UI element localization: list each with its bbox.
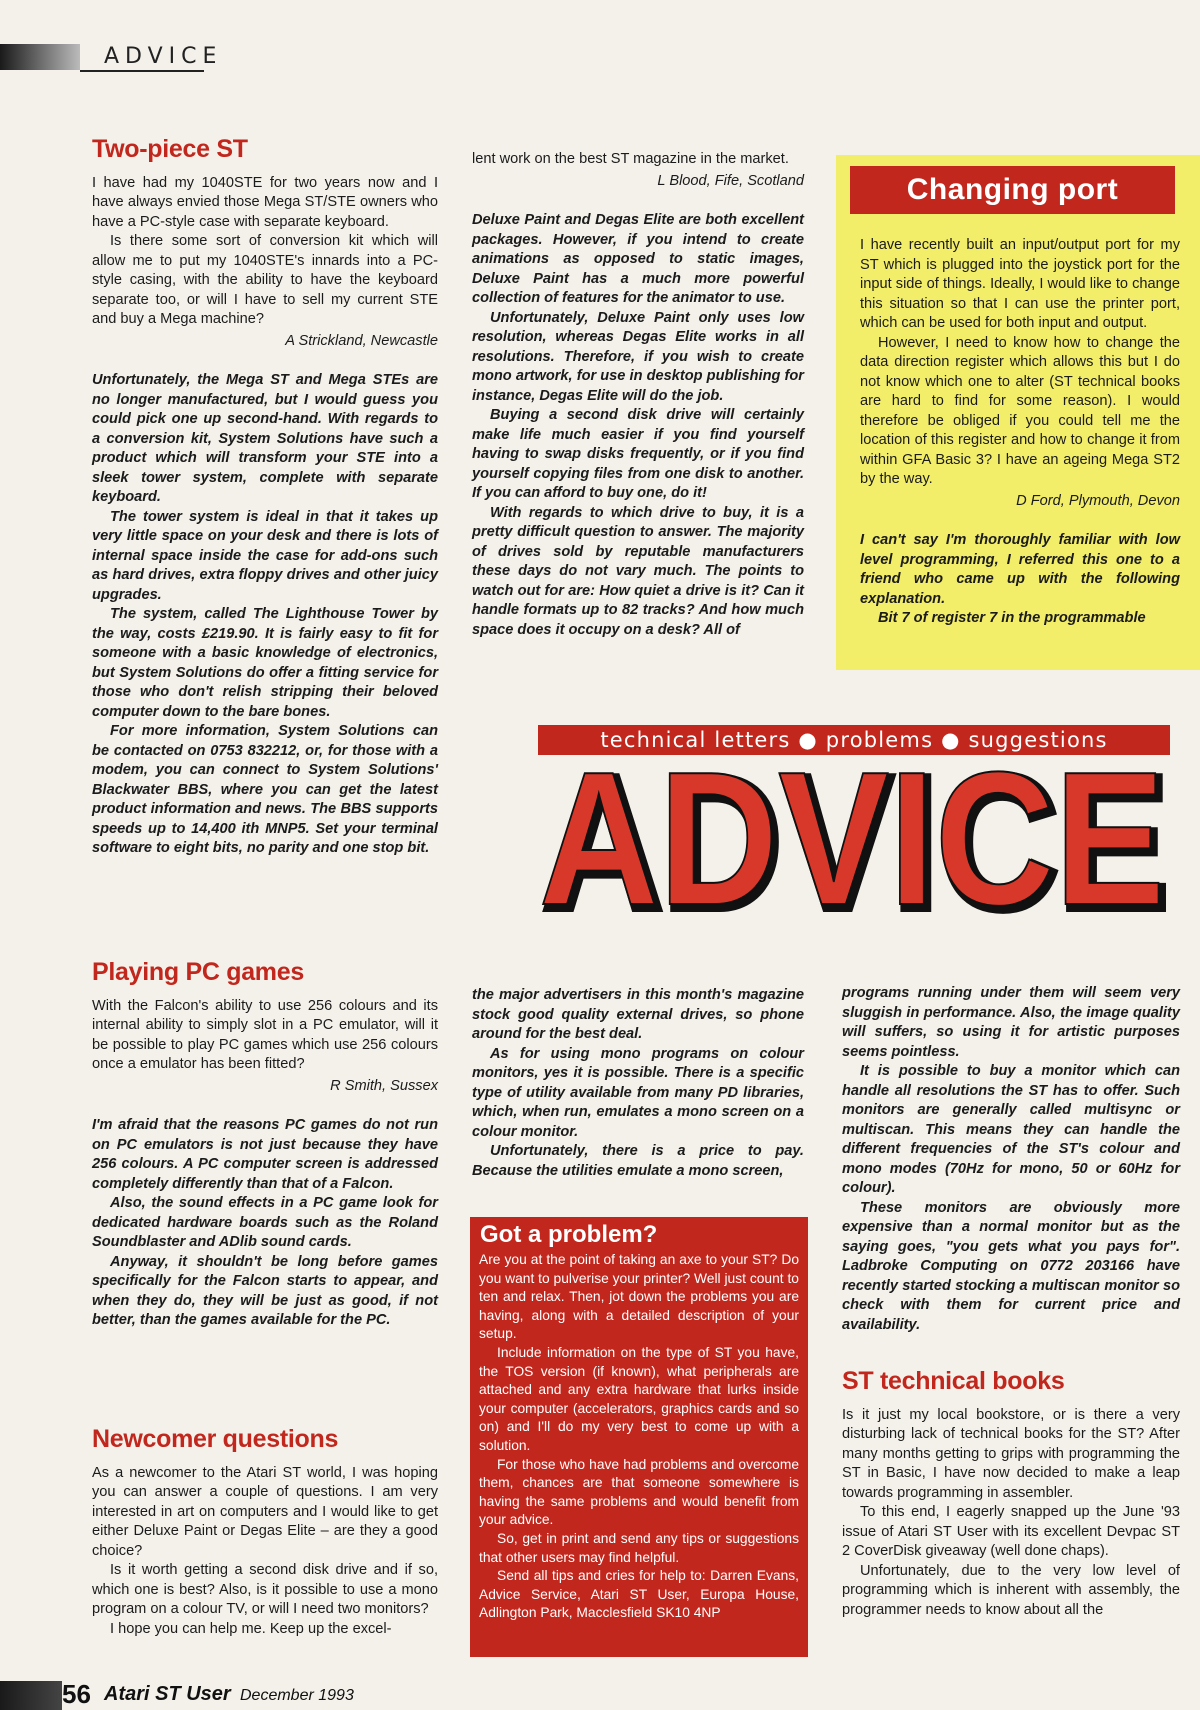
reply-para: As for using mono programs on colour monitors, yes it is possible. There is a specific type of utility available from many PD libraries, which, when run, emulates a mono screen on a colour monitor.	[472, 1045, 804, 1140]
reply-para: Bit 7 of register 7 in the programmable	[878, 610, 1146, 626]
header-rule	[80, 70, 204, 72]
section-header: ADVICE	[104, 44, 223, 69]
column-3	[860, 236, 1180, 629]
letter-para: With the Falcon's ability to use 256 colours and its internal ability to simply slot in a PC emulator, will it be possible to play PC games which use 256 colours once a emulator has been fitted?	[92, 997, 438, 1072]
reply-para: The tower system is ideal in that it takes up very little space on your desk and there is lots of internal space inside the case for add-ons such as hard drives, extra floppy drives and other juicy upgrades.	[92, 508, 438, 603]
page-number: 56	[62, 1679, 91, 1709]
column-3-bottom	[842, 1367, 1180, 1620]
issue-date: December 1993	[240, 1687, 354, 1704]
reply-para: Deluxe Paint and Degas Elite are both excellent packages. However, if you intend to create animations as opposed to static images, Deluxe Paint has a much more powerful collection of features for the animator to use.	[472, 212, 804, 306]
reply-para: the major advertisers in this month's magazine stock good quality external drives, so phone around for the best deal.	[472, 987, 804, 1042]
reply-block	[92, 1116, 438, 1331]
reply-para: For more information, System Solutions can be contacted on 0753 832212, or, for those with a modem, you can connect to System Solutions' Blackwater BBS, where you can get the latest product information and news. The BBS supports speeds up to 14,400 ith MNP5. Set your terminal software to eight bits, no parity and one stop bit.	[92, 723, 438, 856]
advice-logo	[536, 752, 1176, 922]
reply-para: Unfortunately, there is a price to pay. Because the utilities emulate a mono screen,	[472, 1143, 804, 1179]
box-para: Are you at the point of taking an axe to your ST? Do you want to pulverise your printer? Well just count to ten and relax. Then, jot down the problems you are having, along with a detailed description of your setup.	[479, 1252, 799, 1342]
box-para: So, get in print and send any tips or suggestions that other users may find helpful.	[479, 1530, 799, 1565]
reply-block	[92, 371, 438, 859]
heading-changing-port: Changing port	[850, 166, 1175, 214]
header-bar	[0, 44, 80, 70]
got-a-problem-box	[470, 1217, 808, 1657]
heading-st-technical-books: ST technical books	[842, 1367, 1065, 1395]
column-2	[472, 150, 804, 640]
reply-para: I can't say I'm thoroughly familiar with low level programming, I referred this one to a friend who came up with the following explanation.	[860, 532, 1180, 607]
letter-para: I hope you can help me. Keep up the excel-	[110, 1620, 392, 1637]
heading-newcomer-questions: Newcomer questions	[92, 1425, 339, 1453]
heading-playing-pc-games: Playing PC games	[92, 958, 304, 986]
letter-para: As a newcomer to the Atari ST world, I was hoping you can answer a couple of questions. I am very interested in art on computers and I would like to get either Deluxe Paint or Degas Elite – are they a good choice?	[92, 1464, 438, 1559]
reply-para: Unfortunately, Deluxe Paint only uses low resolution, whereas Degas Elite works in all resolutions. Therefore, if you wish to create mono artwork, for use in desktop publishing for instance, Degas Elite will do the job.	[472, 309, 804, 404]
reply-block	[842, 984, 1180, 1335]
letter-signature: D Ford, Plymouth, Devon	[1016, 492, 1180, 509]
letter-para: Is it just my local bookstore, or is there a very disturbing lack of technical books for the ST? After many months getting to grips with programming the ST in Basic, I have now decided to make a leap towards programming in assembler.	[842, 1406, 1180, 1501]
banner-strip: technical letters ● problems ● suggestions	[538, 725, 1170, 755]
letter-para: I have recently built an input/output port for my ST which is plugged into the joystick port for the input side of things. Ideally, I would like to change this situation so that I can use the printer port, which can be used for both input and output.	[860, 237, 1180, 331]
reply-para: programs running under them will seem very sluggish in performance. Also, the image quality will suffers, so using it for artistic purposes seems pointless.	[842, 985, 1180, 1060]
reply-block	[860, 531, 1180, 629]
column-1-lower	[92, 958, 438, 1331]
column-1-bottom	[92, 1425, 438, 1639]
box-para: For those who have had problems and overcome them, chances are that someone somewhere is having the same problems and would benefit from your advice.	[479, 1456, 799, 1528]
reply-para: It is possible to buy a monitor which can handle all resolutions the ST has to offer. Such monitors are generally called multisync or multiscan. This means they can handle the different frequencies of the ST's colour and mono modes (70Hz for mono, 50 or 60Hz for colour).	[842, 1063, 1180, 1196]
reply-block	[472, 986, 804, 1181]
letter-para: To this end, I eagerly snapped up the June '93 issue of Atari ST User with its excellent Devpac ST 2 CoverDisk giveaway (well done chaps).	[842, 1504, 1180, 1559]
reply-para: Anyway, it shouldn't be long before games specifically for the Falcon starts to appear, and when they do, they will be just as good, if not better, than the games available for the PC.	[92, 1253, 438, 1328]
footer-bar	[0, 1681, 62, 1710]
reply-para: With regards to which drive to buy, it is a pretty difficult question to answer. The majority of drives sold by reputable manufacturers these days do not vary much. The points to watch out for are: How quiet a drive is it? Can it handle formats up to 82 tracks? And how much space does it occupy on a desk? All of	[472, 504, 804, 638]
column-3-lower	[842, 984, 1180, 1335]
box-para: Include information on the type of ST you have, the TOS version (if known), what peripherals are attached and any extra hardware that lurks inside your computer (accelerators, graphics cards and so on) and I'll do my very best to come up with a solution.	[479, 1344, 799, 1453]
column-2-lower	[472, 986, 804, 1181]
reply-block	[472, 211, 804, 640]
svg-text:ADVICE: ADVICE	[539, 752, 1165, 922]
letter-para: Is there some sort of conversion kit which will allow me to put my 1040STE's innards into a PC-style casing, with the ability to have the keyboard separate too, or will I have to sell my current STE and buy a Mega machine?	[92, 233, 438, 327]
box-body	[470, 1251, 808, 1623]
svg-text:ADVICE: ADVICE	[543, 752, 1169, 922]
letter-para: I have had my 1040STE for two years now and I have always envied those Mega ST/STE owners who have a PC-style case with separate keyboard.	[92, 174, 438, 230]
box-para: Send all tips and cries for help to: Darren Evans, Advice Service, Atari ST User, Europa House, Adlington Park, Macclesfield SK10 4NP	[479, 1568, 799, 1621]
reply-para: Also, the sound effects in a PC game look for dedicated hardware boards such as the Roland Soundblaster and ADlib sound cards.	[92, 1195, 438, 1250]
letter-para: However, I need to know how to change the data direction register which allows this but I do not know which one to alter (ST technical books are hard to find for some reason). I would therefore be obliged if you could tell me the location of this register and how to change it from within GFA Basic 3? I have an ageing Mega ST2 by the way.	[860, 334, 1180, 487]
letter-signature: R Smith, Sussex	[330, 1077, 438, 1094]
column-1	[92, 135, 438, 859]
reply-para: The system, called The Lighthouse Tower by the way, costs £219.90. It is fairly easy to fit for someone with a basic knowledge of electronics, but System Solutions do offer a fitting service for those who don't relish stripping their beloved computer down to the bare bones.	[92, 606, 438, 720]
letter-signature: L Blood, Fife, Scotland	[657, 172, 804, 189]
box-title: Got a problem?	[480, 1221, 658, 1248]
reply-para: Buying a second disk drive will certainly make life much easier if you find yourself having to swap disks frequently, or if you find yourself copying files from one disk to another. If you can afford to buy one, do it!	[472, 407, 804, 501]
letter-para: Is it worth getting a second disk drive and if so, which one is best? Also, is it possible to use a mono program on a colour TV, or will I need two monitors?	[92, 1562, 438, 1617]
letter-para: lent work on the best ST magazine in the market.	[472, 151, 789, 167]
heading-two-piece-st: Two-piece ST	[92, 135, 248, 163]
reply-para: I'm afraid that the reasons PC games do not run on PC emulators is not just because they have 256 colours. A PC computer screen is addressed completely differently than that of a Falcon.	[92, 1117, 438, 1192]
letter-para: Unfortunately, due to the very low level of programming which is inherent with assembly, the programmer needs to know about all the	[842, 1562, 1180, 1618]
letter-signature: A Strickland, Newcastle	[285, 332, 438, 349]
reply-para: Unfortunately, the Mega ST and Mega STEs are no longer manufactured, but I would guess you could pick one up second-hand. With regards to a conversion kit, System Solutions have such a product which will transform your STE into a sleek tower system, complete with separate keyboard.	[92, 372, 438, 505]
publication-name: Atari ST User	[104, 1683, 231, 1705]
reply-para: These monitors are obviously more expensive than a normal monitor but as the saying goes, "you gets what you pays for". Ladbroke Computing on 0772 203166 have recently started stocking a multiscan monitor so check with them for current price and availability.	[842, 1199, 1180, 1333]
